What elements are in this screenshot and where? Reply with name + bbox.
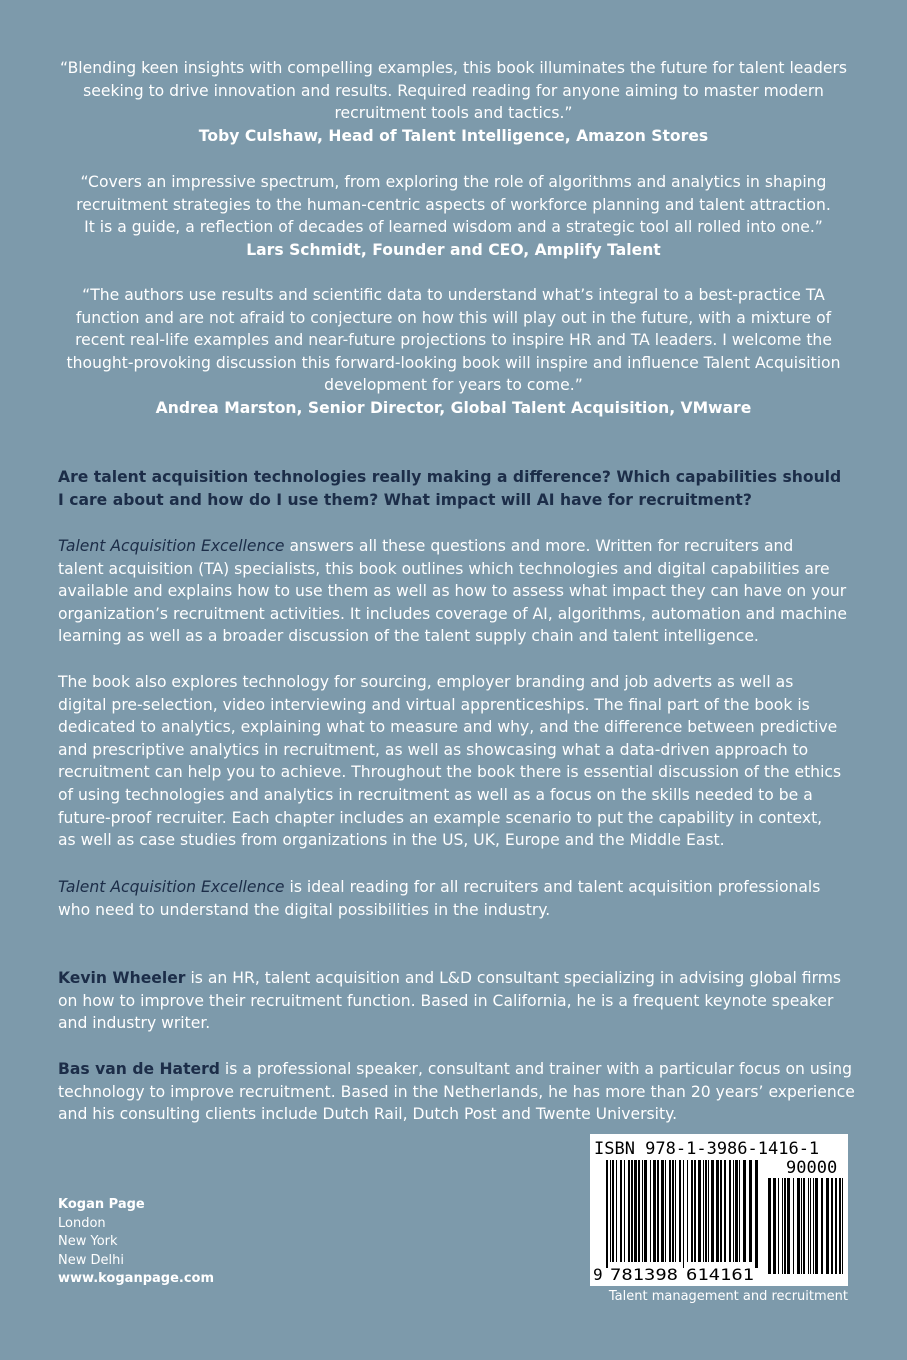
barcode-bar xyxy=(724,1160,726,1262)
publisher-city: New York xyxy=(58,1234,118,1249)
barcode-bar xyxy=(687,1160,688,1262)
barcode-bar xyxy=(672,1160,674,1262)
paragraph-line: Talent Acquisition Excellence is ideal reading for all recruiters and talent acquisition professionals xyxy=(58,878,821,896)
paragraph-line: available and explains how to use them as well as how to assess what impact they can have on your xyxy=(58,582,847,601)
barcode-bar xyxy=(803,1178,805,1274)
barcode-bar xyxy=(610,1160,611,1262)
barcode-bar xyxy=(691,1160,693,1262)
barcode-bar xyxy=(787,1178,790,1274)
barcode-bar xyxy=(679,1160,681,1262)
barcode-bar xyxy=(826,1178,829,1274)
author-bio-1 xyxy=(58,967,858,1035)
barcode-bar xyxy=(642,1160,643,1262)
publisher-city: New Delhi xyxy=(58,1252,124,1268)
barcode-digit-lead: 9 xyxy=(593,1265,603,1284)
headline xyxy=(58,466,858,511)
barcode-bar xyxy=(778,1178,779,1274)
barcode-bar xyxy=(631,1160,633,1262)
barcode-bar xyxy=(813,1178,814,1274)
barcode-bar xyxy=(782,1178,783,1274)
paragraph-line: who need to understand the digital possibilities in the industry. xyxy=(58,900,551,919)
quote-line: “Covers an impressive spectrum, from exploring the role of algorithms and analytics in shaping xyxy=(80,173,827,191)
author-name: Kevin Wheeler xyxy=(58,969,186,987)
paragraph-line: digital pre-selection, video interviewing and virtual apprenticeships. The final part of the book is xyxy=(58,695,810,714)
price-code: 90000 xyxy=(786,1158,838,1178)
paragraph-line: Kevin Wheeler is an HR, talent acquisition and L&D consultant specializing in advising global firms xyxy=(58,969,842,987)
barcode-bar xyxy=(743,1160,746,1262)
quote-line: seeking to drive innovation and results. Required reading for anyone aiming to master modern xyxy=(83,81,824,100)
description-paragraph-2 xyxy=(58,671,858,852)
quote-line: recruitment strategies to the human-centric aspects of workforce planning and talent attraction. xyxy=(76,195,831,214)
headline-line: Are talent acquisition technologies really making a difference? Which capabilities should xyxy=(58,468,842,486)
paragraph-line: as well as case studies from organizations in the US, UK, Europe and the Middle East. xyxy=(58,831,725,850)
paragraph-line: and industry writer. xyxy=(58,1014,211,1033)
barcode-bar xyxy=(733,1160,734,1262)
paragraph-line: recruitment can help you to achieve. Throughout the book there is essential discussion of the ethics xyxy=(58,763,842,782)
barcode-graphic xyxy=(590,1134,848,1286)
barcode-bar xyxy=(773,1178,776,1274)
barcode-bar xyxy=(821,1178,823,1274)
book-title: Talent Acquisition Excellence xyxy=(58,537,285,555)
barcode-bar xyxy=(612,1160,614,1262)
addon-barcode-bars xyxy=(768,1178,843,1274)
publisher-block xyxy=(58,1196,214,1289)
barcode-bar xyxy=(739,1160,740,1262)
paragraph-line: Bas van de Haterd is a professional speaker, consultant and trainer with a particular focus on using xyxy=(58,1060,853,1078)
barcode-bar xyxy=(653,1160,656,1262)
isbn-label: ISBN 978-1-3986-1416-1 xyxy=(594,1139,820,1159)
barcode-bar xyxy=(720,1160,722,1262)
barcode-bar xyxy=(616,1160,617,1262)
paragraph-line: The book also explores technology for sourcing, employer branding and job adverts as well as xyxy=(58,673,794,691)
barcode-bar xyxy=(835,1178,837,1274)
paragraph-line: on how to improve their recruitment function. Based in California, he is a frequent keynote speaker xyxy=(58,991,834,1010)
quote-attribution: Andrea Marston, Senior Director, Global Talent Acquisition, VMware xyxy=(155,398,752,417)
barcode-bar xyxy=(839,1178,841,1274)
paragraph-line: of using technologies and analytics in recruitment as well as a focus on the skills needed to be a xyxy=(58,785,813,804)
barcode-bar xyxy=(716,1160,719,1262)
barcode-bars xyxy=(606,1160,758,1268)
description-paragraph-3 xyxy=(58,876,858,921)
barcode-bar xyxy=(810,1178,811,1274)
barcode-bar xyxy=(749,1160,752,1262)
isbn-barcode xyxy=(590,1134,848,1286)
publisher-name: Kogan Page xyxy=(58,1197,145,1212)
barcode-bar xyxy=(708,1160,709,1262)
quote-line: development for years to come.” xyxy=(324,376,583,395)
paragraph-line: talent acquisition (TA) specialists, this book outlines which technologies and digital capabilities are xyxy=(58,559,830,578)
paragraph-line: dedicated to analytics, explaining what to measure and why, and the difference between predictive xyxy=(58,718,838,737)
barcode-bar xyxy=(669,1160,671,1262)
paragraph-line: future-proof recruiter. Each chapter includes an example scenario to put the capability in context, xyxy=(58,808,823,827)
barcode-bar xyxy=(703,1160,704,1262)
barcode-bar xyxy=(815,1178,818,1274)
barcode-bar xyxy=(842,1178,843,1274)
barcode-bar xyxy=(638,1160,640,1262)
barcode-bar xyxy=(729,1160,731,1262)
quote-attribution: Toby Culshaw, Head of Talent Intelligence, Amazon Stores xyxy=(198,126,709,145)
paragraph-line: learning as well as a broader discussion of the talent supply chain and talent intelligence. xyxy=(58,627,759,646)
barcode-bar xyxy=(661,1160,664,1262)
publisher-website: www.koganpage.com xyxy=(58,1271,215,1286)
barcode-bar xyxy=(606,1160,608,1268)
quote-2 xyxy=(40,171,867,261)
publisher-city: London xyxy=(58,1215,106,1231)
author-name: Bas van de Haterd xyxy=(58,1060,220,1078)
barcode-bar xyxy=(768,1178,771,1274)
subject-category: Talent management and recruitment xyxy=(608,1289,848,1304)
barcode-digits-right: 614161 xyxy=(686,1265,754,1284)
barcode-bar xyxy=(644,1160,647,1262)
quote-line: “Blending keen insights with compelling examples, this book illuminates the future for talent leaders xyxy=(60,59,847,77)
barcode-bar xyxy=(694,1160,696,1262)
paragraph-line: technology to improve recruitment. Based in the Netherlands, he has more than 20 years’ experience xyxy=(58,1082,855,1101)
barcode-bar xyxy=(808,1178,809,1274)
paragraph-line: and prescriptive analytics in recruitment, as well as showcasing what a data-driven approach to xyxy=(58,740,809,759)
author-bio-2 xyxy=(58,1058,858,1126)
barcode-bar xyxy=(793,1178,794,1274)
barcode-bar xyxy=(665,1160,666,1262)
barcode-bar xyxy=(620,1160,622,1262)
paragraph-line: organization’s recruitment activities. It includes coverage of AI, algorithms, automation and machine xyxy=(58,604,847,623)
barcode-bar xyxy=(657,1160,659,1262)
quote-line: It is a guide, a reflection of decades of learned wisdom and a strategic tool all rolled into one.” xyxy=(84,218,823,237)
quote-line: function and are not afraid to conjecture on how this will play out in the future, with a mixture of xyxy=(75,308,832,327)
quote-line: recruitment tools and tactics.” xyxy=(334,104,573,123)
barcode-bar xyxy=(797,1178,800,1274)
barcode-bar xyxy=(801,1178,802,1274)
barcode-digits-left: 781398 xyxy=(610,1265,678,1284)
barcode-bar xyxy=(675,1160,676,1262)
quote-attribution: Lars Schmidt, Founder and CEO, Amplify Talent xyxy=(246,240,661,259)
barcode-bar xyxy=(628,1160,630,1262)
barcode-bar xyxy=(624,1160,625,1262)
headline-line: I care about and how do I use them? What impact will AI have for recruitment? xyxy=(58,490,752,509)
barcode-bar xyxy=(831,1178,833,1274)
paragraph-line: Talent Acquisition Excellence answers all these questions and more. Written for recruiters and xyxy=(58,537,794,555)
barcode-bar xyxy=(784,1178,786,1274)
paragraph-line: and his consulting clients include Dutch Rail, Dutch Post and Twente University. xyxy=(58,1105,678,1124)
barcode-bar xyxy=(634,1160,637,1262)
quote-line: “The authors use results and scientific data to understand what’s integral to a best-practice TA xyxy=(82,286,825,304)
barcode-bar xyxy=(650,1160,651,1262)
quote-1 xyxy=(40,57,867,147)
barcode-bar xyxy=(698,1160,701,1262)
barcode-bar xyxy=(711,1160,714,1262)
book-title: Talent Acquisition Excellence xyxy=(58,878,285,896)
description-paragraph-1 xyxy=(58,535,858,648)
barcode-bar xyxy=(735,1160,738,1262)
barcode-bar xyxy=(755,1160,758,1268)
quote-line: thought-provoking discussion this forward-looking book will inspire and influence Talent Acquisition xyxy=(66,353,841,372)
quote-line: recent real-life examples and near-future projections to inspire HR and TA leaders. I welcome the xyxy=(75,331,832,350)
barcode-bar xyxy=(683,1160,684,1268)
barcode-bar xyxy=(705,1160,707,1262)
quote-3 xyxy=(40,284,867,420)
